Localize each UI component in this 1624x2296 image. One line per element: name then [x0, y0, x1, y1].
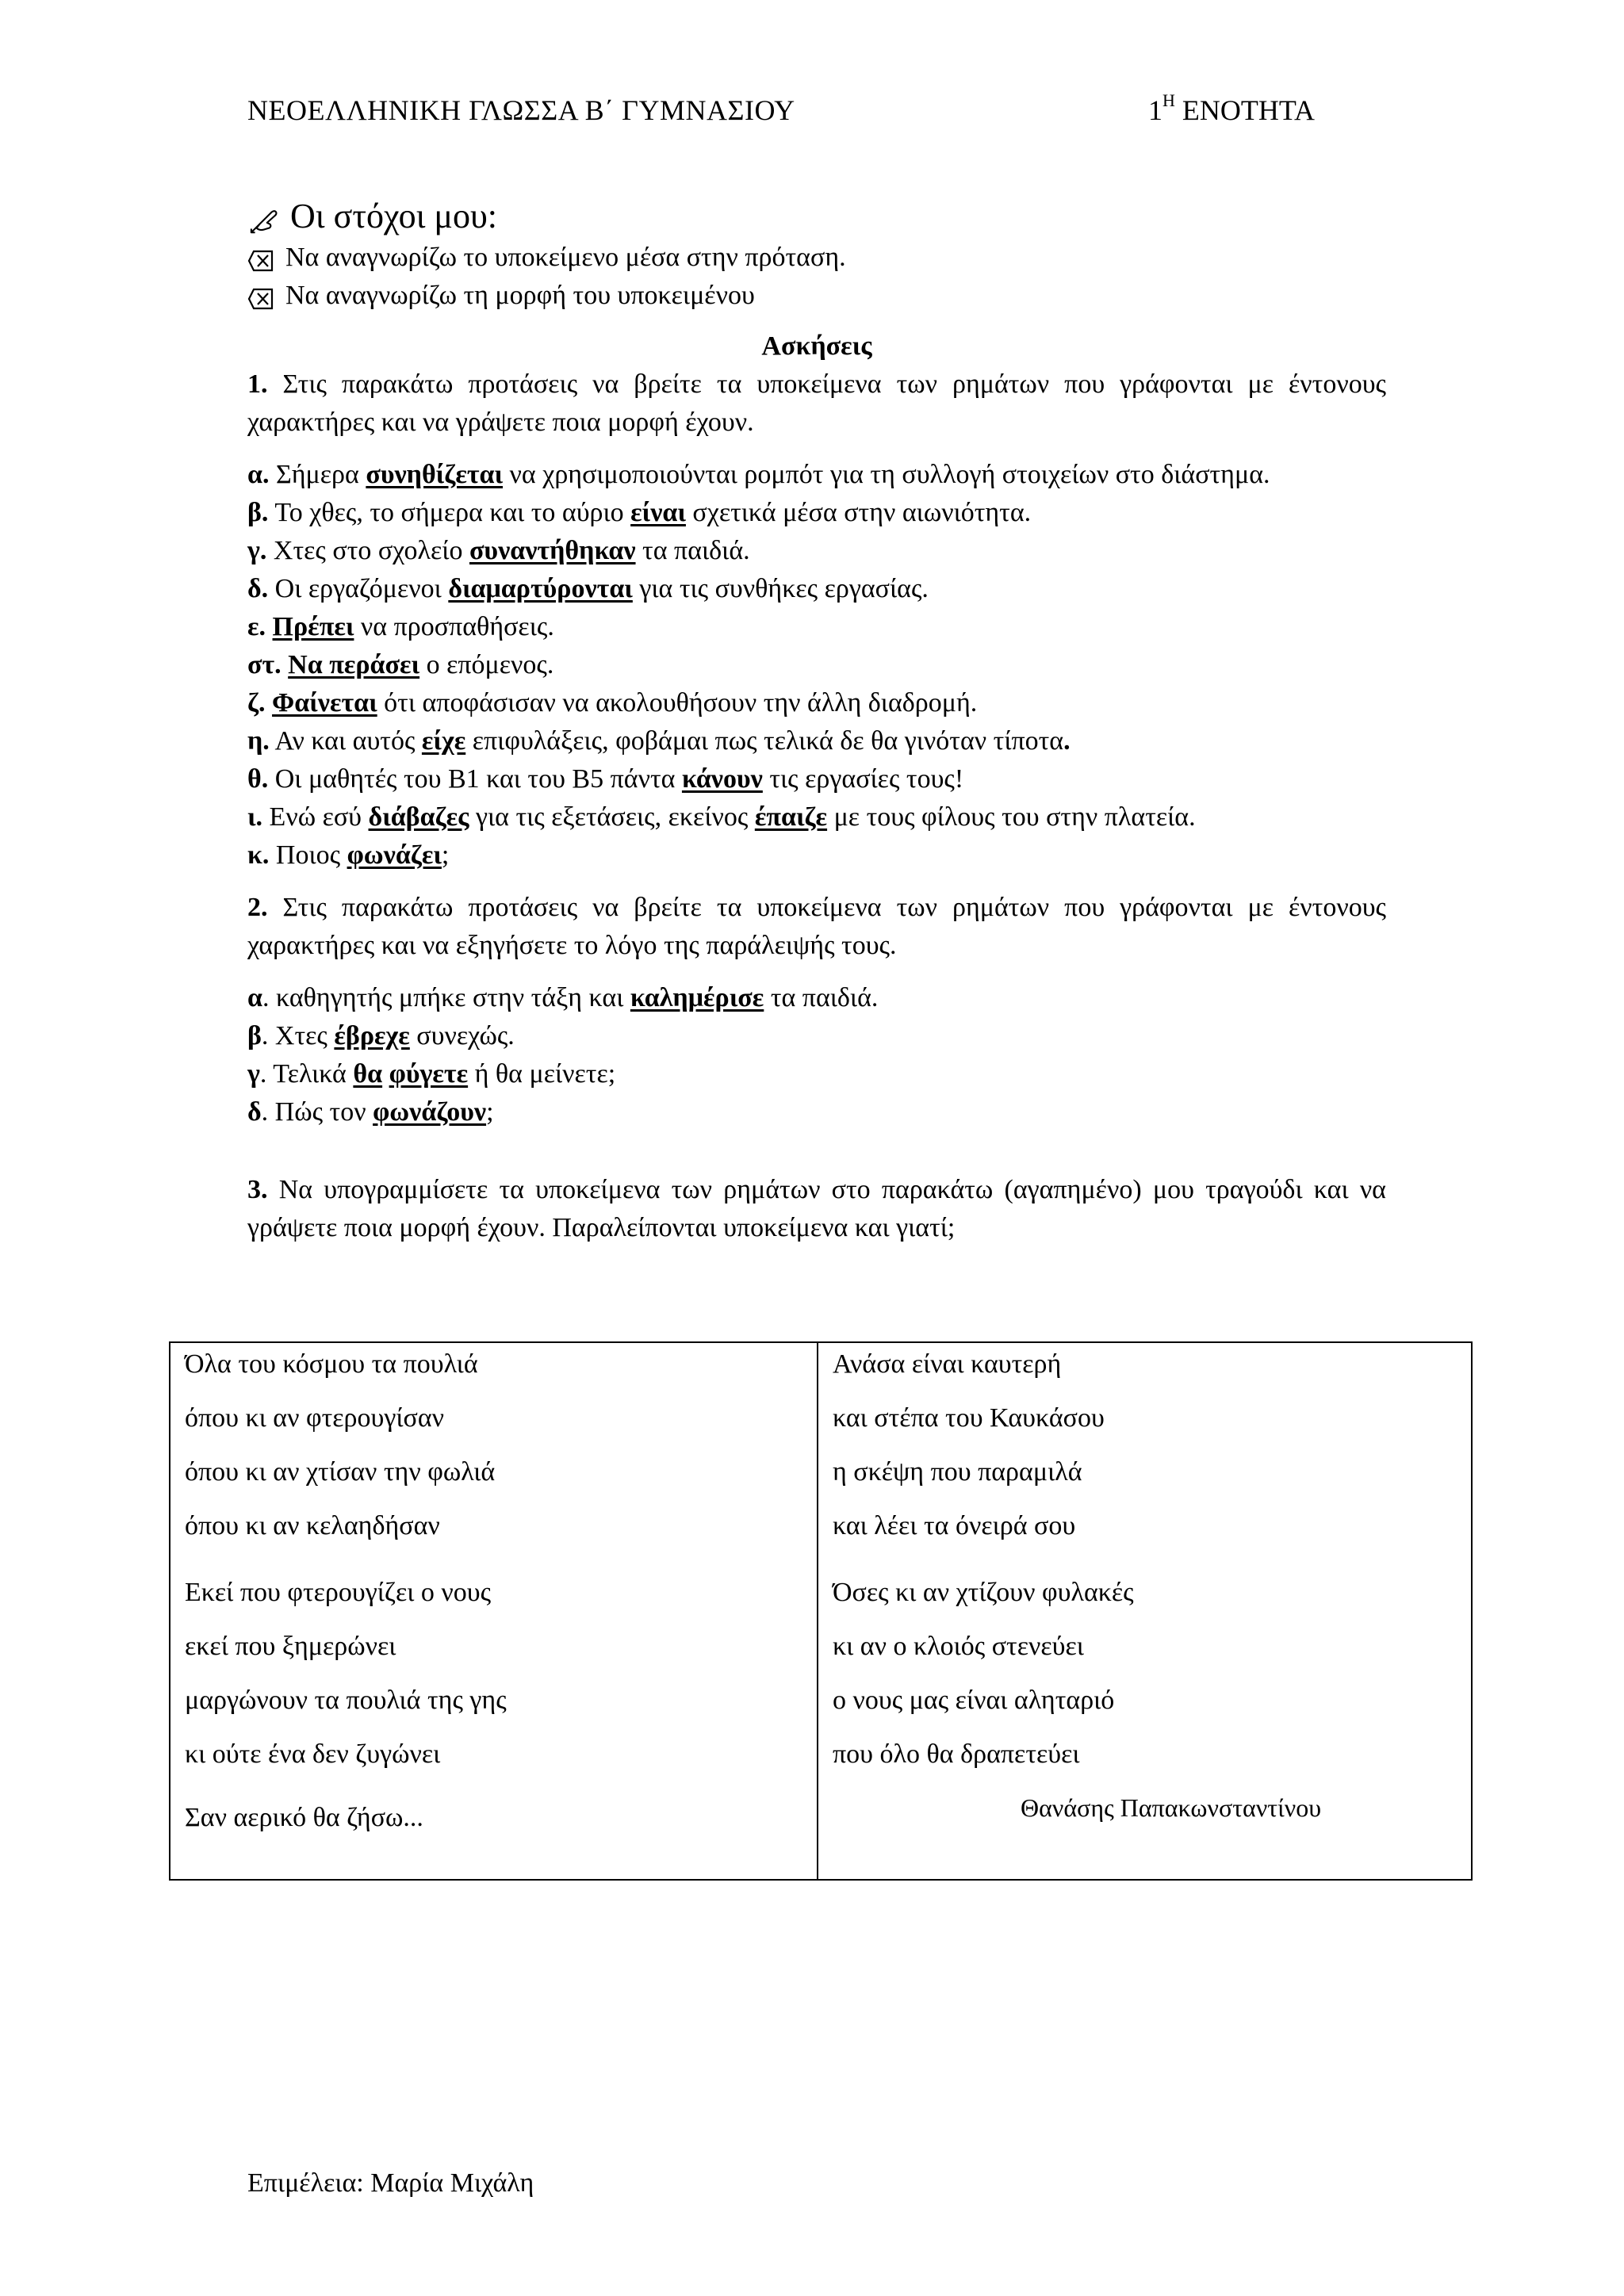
sentence-text: τα παιδιά.: [642, 536, 750, 565]
sentence-label: ζ.: [247, 688, 266, 718]
sentence-text: για τις συνθήκες εργασίας.: [639, 574, 929, 603]
sentence-text: να προσπαθήσεις.: [360, 612, 554, 641]
verb: κάνουν: [681, 764, 763, 794]
verb: συναντήθηκαν: [469, 536, 636, 565]
header-subject: ΝΕΟΕΛΛΗΝΙΚΗ ΓΛΩΣΣΑ Β΄ ΓΥΜΝΑΣΙΟΥ: [247, 94, 795, 126]
lyric-line: όπου κι αν φτερουγίσαν: [185, 1403, 445, 1433]
lyric-line: κι ούτε ένα δεν ζυγώνει: [185, 1739, 441, 1769]
lyric-line: μαργώνουν τα πουλιά της γης: [185, 1686, 507, 1715]
goal-item: [247, 239, 1386, 277]
sentence-text: Οι εργαζόμενοι: [274, 574, 442, 603]
sentence-h: [247, 722, 1386, 760]
sentence-text: . καθηγητής μπήκε στην τάξη και: [262, 983, 624, 1012]
goals-heading: [247, 194, 1386, 239]
sentence-d: [247, 570, 1386, 608]
sentence-label: δ.: [247, 574, 269, 603]
lyric-line: και στέπα του Καυκάσου: [833, 1403, 1105, 1433]
goal-text: Να αναγνωρίζω τη μορφή του υποκειμένου: [285, 281, 755, 310]
sentence-text: συνεχώς.: [416, 1021, 515, 1050]
sentence-text: Το χθες, το σήμερα και το αύριο: [274, 498, 624, 527]
sentence-text: . Πώς τον: [261, 1097, 366, 1127]
lyric-line: η σκέψη που παραμιλά: [833, 1457, 1082, 1487]
verb: Φαίνεται: [272, 688, 377, 718]
exercises-title: Ασκήσεις: [761, 331, 872, 361]
sentence-z: [247, 684, 1386, 722]
verb: διάβαζες: [368, 802, 469, 832]
sentence-text: με τους φίλους του στην πλατεία.: [833, 802, 1196, 832]
exercise-number: 1.: [247, 369, 268, 399]
lyric-line: Εκεί που φτερουγίζει ο νους: [185, 1578, 492, 1607]
sentence-end: .: [1063, 726, 1071, 756]
lyric-line: που όλο θα δραπετεύει: [833, 1739, 1080, 1769]
verb: έβρεχε: [334, 1021, 410, 1050]
sentence-a: [247, 456, 1386, 494]
sentence-text: . Τελικά: [259, 1059, 347, 1089]
exercise-text: Στις παρακάτω προτάσεις να βρείτε τα υποκείμενα των ρημάτων που γράφονται με έντονους χαρακτήρες και να γράψετε ποια μορφή έχουν.: [247, 369, 1386, 437]
sentence-label: β: [247, 1021, 262, 1050]
unit-label: ΕΝΟΤΗΤΑ: [1182, 94, 1315, 126]
lyric-line: κι αν ο κλοιός στενεύει: [833, 1632, 1084, 1661]
verb: φωνάζει: [347, 840, 442, 870]
lyrics-column-right: [818, 1343, 1471, 1879]
ex2-sentence-b: [247, 1017, 1386, 1055]
verb: θα: [353, 1059, 383, 1089]
sentence-text: τα παιδιά.: [770, 983, 879, 1012]
sentence-text: τις εργασίες τους!: [769, 764, 964, 794]
sentence-text: για τις εξετάσεις, εκείνος: [475, 802, 749, 832]
checkbox-x-icon: [247, 284, 274, 308]
goal-item: [247, 277, 1386, 315]
ex2-sentence-a: [247, 979, 1386, 1017]
sentence-label: ε.: [247, 612, 266, 641]
sentence-label: δ: [247, 1097, 262, 1127]
lyric-line: όπου κι αν κελαηδήσαν: [185, 1511, 440, 1540]
unit-number: 1: [1148, 94, 1162, 126]
verb: φύγετε: [389, 1059, 469, 1089]
worksheet-body: [247, 194, 1386, 1247]
lyric-line: εκεί που ξημερώνει: [185, 1632, 396, 1661]
sentence-end: ;: [486, 1097, 494, 1127]
sentence-end: ;: [441, 840, 450, 870]
verb: συνηθίζεται: [366, 460, 504, 489]
verb: έπαιζε: [754, 802, 828, 832]
header-unit: [1148, 90, 1315, 127]
exercise-1-instructions: [247, 365, 1386, 442]
sentence-label: α: [247, 983, 262, 1012]
sentence-label: α.: [247, 460, 270, 489]
sentence-st: [247, 646, 1386, 684]
goal-text: Να αναγνωρίζω το υποκείμενο μέσα στην πρόταση.: [285, 243, 846, 272]
verb: Να περάσει: [288, 650, 420, 679]
sentence-text: Χτες στο σχολείο: [273, 536, 463, 565]
sentence-label: θ.: [247, 764, 269, 794]
checkbox-x-icon: [247, 246, 274, 270]
ex2-sentence-d: [247, 1093, 1386, 1131]
sentence-label: γ.: [247, 536, 267, 565]
verb: είχε: [421, 726, 466, 756]
sentence-text: Ποιος: [275, 840, 341, 870]
sentence-label: γ: [247, 1059, 260, 1089]
sentence-text: ότι αποφάσισαν να ακολουθήσουν την άλλη διαδρομή.: [384, 688, 978, 718]
lyric-line: ο νους μας είναι αληταριό: [833, 1686, 1115, 1715]
song-lyrics-table: [169, 1341, 1473, 1881]
exercise-3-instructions: [247, 1171, 1386, 1247]
sentence-label: κ.: [247, 840, 270, 870]
sentence-text: Σήμερα: [275, 460, 359, 489]
sentence-i: [247, 798, 1386, 836]
verb: διαμαρτύρονται: [448, 574, 633, 603]
sentence-text: . Χτες: [261, 1021, 327, 1050]
unit-superscript: Η: [1162, 90, 1175, 110]
sentence-text: να χρησιμοποιούνται ρομπότ για τη συλλογή στοιχείων στο διάστημα.: [509, 460, 1270, 489]
lyric-line: Σαν αερικό θα ζήσω...: [185, 1803, 423, 1832]
verb: Πρέπει: [272, 612, 354, 641]
lyrics-column-left: [170, 1343, 818, 1879]
sentence-label: η.: [247, 726, 270, 756]
verb: καλημέρισε: [630, 983, 764, 1012]
lyric-line: Όλα του κόσμου τα πουλιά: [185, 1349, 478, 1379]
exercise-number: 2.: [247, 893, 268, 922]
lyric-line: Ανάσα είναι καυτερή: [833, 1349, 1062, 1379]
verb: φωνάζουν: [373, 1097, 487, 1127]
ex2-sentence-c: [247, 1055, 1386, 1093]
sentence-text: ο επόμενος.: [426, 650, 554, 679]
footer-credit: Επιμέλεια: Μαρία Μιχάλη: [247, 2168, 534, 2198]
exercise-text: Στις παρακάτω προτάσεις να βρείτε τα υποκείμενα των ρημάτων που γράφονται με έντονους χαρακτήρες και να εξηγήσετε το λόγο της παράλειψής τους.: [247, 893, 1386, 960]
sentence-k: [247, 836, 1386, 874]
sentence-text: ή θα μείνετε;: [474, 1059, 616, 1089]
sentence-text: σχετικά μέσα στην αιωνιότητα.: [692, 498, 1032, 527]
song-author: Θανάσης Παπακωνσταντίνου: [1021, 1793, 1322, 1822]
sentence-e: [247, 608, 1386, 646]
verb: είναι: [630, 498, 686, 527]
exercise-text: Να υπογραμμίσετε τα υποκείμενα των ρημάτων στο παρακάτω (αγαπημένο) μου τραγούδι και να γράψετε ποια μορφή έχουν. Παραλείπονται υποκείμενα και γιατί;: [247, 1175, 1387, 1242]
sentence-label: β.: [247, 498, 269, 527]
sentence-b: [247, 494, 1386, 532]
sentence-label: στ.: [247, 650, 282, 679]
sentence-c: [247, 532, 1386, 570]
exercise-2-instructions: [247, 889, 1386, 965]
sentence-label: ι.: [247, 802, 263, 832]
pointing-hand-icon: [249, 202, 279, 231]
lyric-line: και λέει τα όνειρά σου: [833, 1511, 1076, 1540]
sentence-th: [247, 760, 1386, 798]
lyric-line: Όσες κι αν χτίζουν φυλακές: [833, 1578, 1134, 1607]
sentence-text: Οι μαθητές του Β1 και του Β5 πάντα: [274, 764, 676, 794]
sentence-text: Αν και αυτός: [274, 726, 416, 756]
goals-title: Οι στόχοι μου:: [290, 197, 498, 235]
exercise-number: 3.: [247, 1175, 268, 1204]
sentence-text: επιφυλάξεις, φοβάμαι πως τελικά δε θα γινόταν τίποτα: [472, 726, 1064, 756]
sentence-text: Ενώ εσύ: [269, 802, 362, 832]
lyric-line: όπου κι αν χτίσαν την φωλιά: [185, 1457, 496, 1487]
